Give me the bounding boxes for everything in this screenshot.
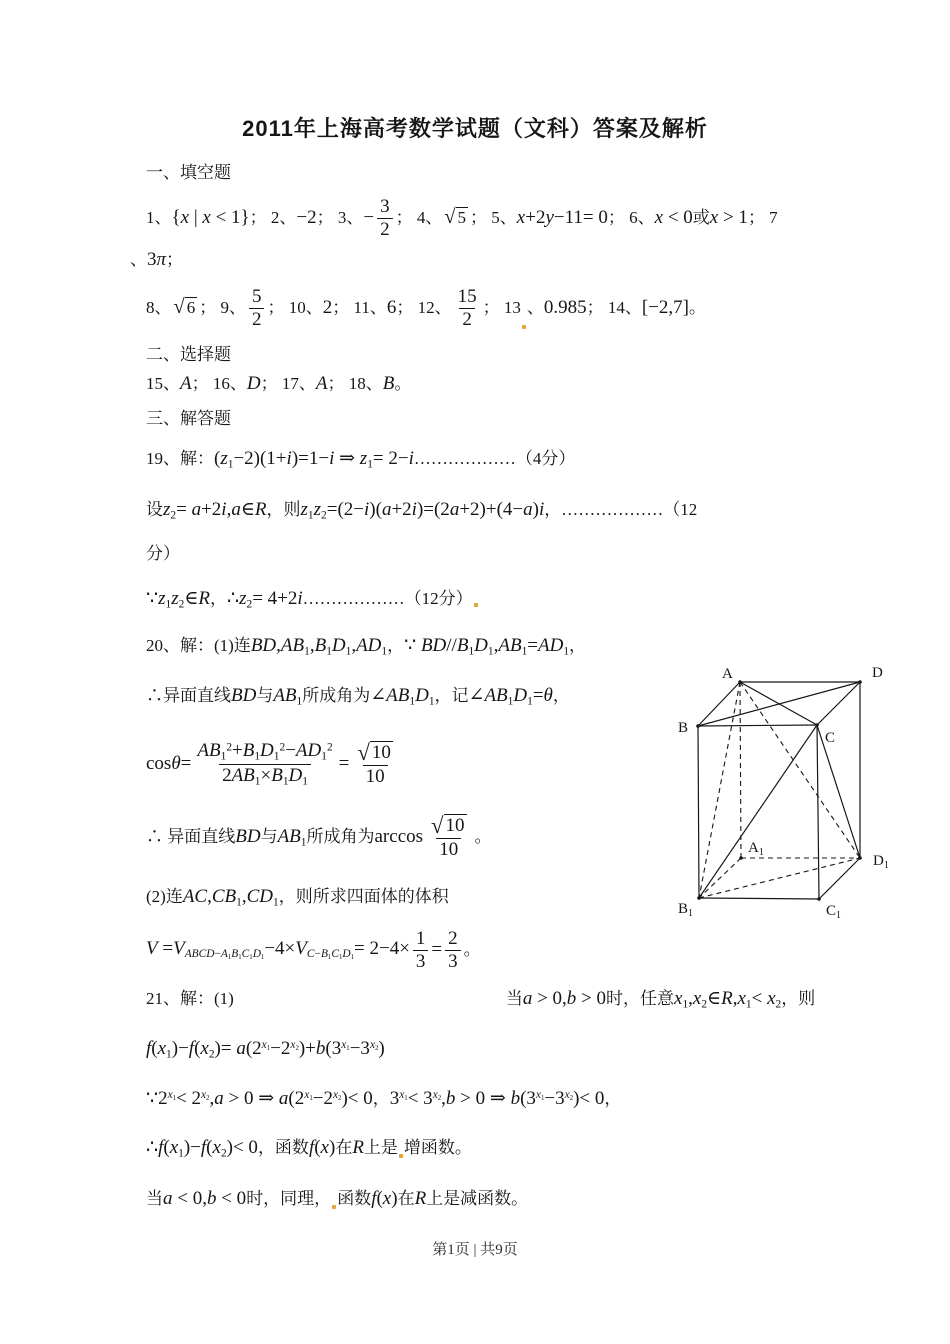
text-run: 当 — [505, 989, 523, 1009]
math-run: $f(x_1)-f(x_2)= a(2^{x_1}-2^{x_2})+b(3^{x_1}-3^{x_2})$ — [146, 1037, 385, 1061]
edge-B-D — [698, 682, 860, 726]
math-run: $\angle AB_1D_1=\theta$ — [468, 684, 553, 708]
edge-B-C — [698, 725, 817, 726]
math-run: f(x) — [371, 1188, 398, 1210]
math-run: R — [414, 1188, 427, 1210]
text-run: ； — [166, 250, 184, 270]
text-run: ； 5、 — [470, 208, 517, 228]
math-run: [−2,7] — [641, 297, 689, 319]
text-run: 时，同理， — [246, 1189, 332, 1209]
math-run: B — [382, 373, 395, 395]
math-run: x+2y−11= 0 — [516, 207, 608, 229]
radical: √ 10 — [357, 739, 391, 765]
q19-step-1 — [146, 444, 575, 474]
edge-C1-D1 — [819, 858, 860, 899]
math-run: {x | x < 1} — [171, 207, 250, 229]
spacer — [234, 999, 506, 1000]
vertex-A — [738, 680, 742, 684]
math-run: $AB_1$ — [277, 825, 307, 849]
text-run: ； 7 — [747, 208, 778, 228]
fraction: $\frac{1}{3}$ — [413, 928, 429, 972]
edge-A1-B1 — [699, 858, 741, 898]
q21-increasing-conclusion — [146, 1131, 472, 1165]
annotation-dot — [399, 1154, 403, 1158]
text-run: ； 9、 — [199, 298, 246, 318]
vertex-label-B1: $B_1$ — [678, 901, 694, 919]
math-run: x > 1 — [709, 207, 748, 229]
math-run: x < 0 — [654, 207, 693, 229]
fraction: $\frac{AB_1^2+B_1D_1^2-AD_1^2}{2AB_1\times B_1D_1}$ — [197, 740, 333, 787]
math-run: A — [315, 373, 328, 395]
vertex-B — [696, 724, 700, 728]
vertex-label-A1: $A_1$ — [748, 840, 764, 858]
math-run: ∵ $BD//B_1D_1,AB_1=AD_1$ — [404, 634, 570, 658]
text-run: ………………（4分） — [413, 449, 576, 469]
vertex-D — [858, 680, 862, 684]
text-run: ； 6、 — [607, 208, 655, 228]
text-run: 当 — [146, 1189, 163, 1209]
text-run: 上是 — [363, 1138, 398, 1158]
radical: √ 10 — [431, 812, 465, 838]
text-run: ； 16、 — [191, 374, 247, 394]
section-heading-free-response — [146, 406, 231, 432]
edge-A-B1 — [699, 682, 740, 898]
text-run: ； 10、 — [267, 298, 323, 318]
text-run: ， — [372, 1089, 390, 1109]
edge-B-B1 — [698, 726, 699, 898]
text-run: 所成角为 — [306, 827, 375, 847]
math-run: $AB_1$ — [273, 684, 303, 708]
text-run: 。 — [474, 827, 492, 847]
fraction: $\frac{2}{3}$ — [445, 928, 461, 972]
vertex-B1 — [697, 896, 701, 900]
math-run: 3π — [147, 249, 167, 271]
q19-step-2 — [146, 494, 697, 526]
text-run: ，则 — [266, 500, 301, 520]
math-run: BD — [231, 685, 257, 707]
prism-figure — [676, 656, 906, 928]
text-run: ，则所求四面体的体积 — [278, 887, 449, 907]
vertex-label-C1: $C_1$ — [826, 903, 842, 921]
q21-decreasing-case — [146, 1182, 528, 1216]
q20-part1-angle — [146, 680, 570, 712]
text-run: ； 3、 — [316, 208, 364, 228]
edge-A-C — [740, 682, 817, 725]
q21-difference-formula — [146, 1030, 385, 1068]
edge-C-C1 — [817, 725, 819, 899]
vertex-C — [815, 723, 819, 727]
answers-15-18 — [146, 370, 411, 398]
q19-conclusion — [146, 584, 479, 614]
text-run: 15、 — [146, 374, 180, 394]
math-run: $\angle AB_1D_1$ — [370, 684, 435, 708]
math-run: 6 — [386, 297, 397, 319]
text-run: 8、 — [146, 298, 172, 318]
text-run: ； 14、 — [586, 298, 642, 318]
math-run: = — [338, 753, 350, 775]
text-run: 20、解：(1)连 — [146, 636, 251, 656]
vertex-label-A: A — [722, 666, 733, 682]
q20-part2-setup — [146, 882, 449, 912]
text-run: ， — [210, 589, 227, 609]
q21-inequalities — [146, 1080, 621, 1118]
page-title: 2011年上海高考数学试题（文科）答案及解析 — [242, 116, 708, 141]
annotation-dot — [522, 325, 526, 329]
annotation-dot — [332, 1205, 336, 1209]
text-run: ，函数 — [257, 1138, 309, 1158]
edge-B1-D1 — [699, 858, 860, 898]
answers-1-7 — [146, 190, 778, 246]
text-run: 增函数。 — [403, 1138, 472, 1158]
math-run: $\because 2^{x_1}< 2^{x_2},a > 0$ ⇒ $a(2^{x_1}-2^{x_2})< 0$ — [146, 1088, 373, 1110]
text-run: ； 18、 — [327, 374, 383, 394]
q20-volume-formula — [146, 925, 481, 975]
text-run: ， — [569, 636, 587, 656]
math-run: $3^{x_1}< 3^{x_2},b > 0$ ⇒ $b(3^{x_1}-3^{x_2})< 0$ — [389, 1088, 605, 1110]
text-run: 函数 — [337, 1189, 372, 1209]
text-run: 与 — [256, 686, 274, 706]
math-run: $\therefore z_2= 4+2i$ — [227, 587, 303, 611]
math-run: R — [352, 1137, 364, 1159]
q20-part1-conclusion — [146, 808, 492, 866]
text-run: 分） — [146, 544, 180, 564]
math-run: − — [363, 207, 375, 229]
vertex-label-D1: $D_1$ — [873, 853, 889, 871]
text-run: 或 — [692, 208, 710, 228]
edge-A-B — [698, 682, 740, 726]
text-run: 、 — [130, 250, 147, 270]
math-run: A — [180, 373, 192, 395]
text-run: 与 — [260, 827, 278, 847]
text-run: ； 17、 — [260, 374, 316, 394]
annotation-dot — [474, 603, 478, 607]
q19-step-2-wrap — [146, 540, 180, 568]
text-run: 。 — [394, 374, 412, 394]
q20-part1-setup — [146, 630, 586, 662]
edge-A-D1 — [740, 682, 860, 858]
vertex-label-B: B — [678, 720, 689, 736]
text-run: 19、解： — [146, 449, 214, 469]
math-run: $AC,CB_1,CD_1$ — [182, 885, 279, 909]
math-run: $z_2=$ a+2i,a∈R — [163, 498, 267, 522]
text-run: ； 11、 — [332, 298, 387, 318]
vertex-D1 — [858, 856, 862, 860]
text-run: 21、解：(1) — [146, 989, 234, 1009]
edge-C-D1 — [817, 725, 860, 858]
section-heading-fill-in-blanks — [146, 160, 231, 186]
math-run: a < 0,b < 0 — [163, 1188, 247, 1210]
vertex-label-C: C — [825, 730, 836, 746]
text-run: 1、 — [146, 208, 172, 228]
text-run: 所成角为 — [302, 686, 371, 706]
math-run: $V =V_{ABCD-A_1B_1C_1D_1}-4\times V_{C-B_1C_1D_1}= 2-4\times$ — [146, 938, 410, 962]
text-run: ； 2、 — [249, 208, 297, 228]
text-run: ； 4、 — [395, 208, 443, 228]
radical: √ 5 — [444, 206, 467, 229]
radical: √ 6 — [173, 296, 196, 319]
math-run: BD — [235, 826, 261, 848]
fraction: $\frac{5}{2}$ — [249, 286, 265, 330]
text-run: 一、填空题 — [146, 163, 231, 183]
vertex-A1 — [739, 856, 743, 860]
text-run: ，记 — [434, 686, 469, 706]
math-run: −2 — [296, 207, 317, 229]
math-run: a > 0,b > 0 — [522, 988, 607, 1010]
text-run: 在 — [397, 1189, 415, 1209]
text-run: 时，任意 — [606, 989, 675, 1009]
edge-A-A1 — [740, 682, 741, 858]
text-run: 二、选择题 — [146, 345, 231, 365]
math-run: $x_1,x_2\in R,x_1< x_2$ — [674, 987, 782, 1011]
text-run: 三、解答题 — [146, 409, 231, 429]
math-run: 0.985 — [543, 297, 587, 319]
text-run: ，………………（12 — [544, 500, 698, 520]
q21-part1-setup — [146, 984, 815, 1014]
text-run: ∴ 异面直线 — [146, 827, 236, 847]
math-run: cosθ= — [146, 753, 192, 775]
vertex-C1 — [817, 897, 821, 901]
text-run: 。 — [463, 940, 481, 960]
text-run: ， — [387, 636, 405, 656]
math-run: f(x) — [308, 1137, 336, 1159]
answers-8-14 — [146, 280, 706, 336]
fraction: $\frac{15}{2}$ — [457, 286, 477, 330]
text-run: ，则 — [781, 989, 816, 1009]
text-run: 在 — [335, 1138, 353, 1158]
page-footer: 第1页 | 共9页 — [432, 1242, 518, 1258]
text-run: 设 — [146, 500, 163, 520]
text-run: ； 12、 — [396, 298, 452, 318]
text-run: ， — [552, 686, 570, 706]
edge-C-B1 — [699, 725, 817, 898]
math-run: $(z_1-2)(1+i)=1-i$ ⇒ $z_1= 2-i$ — [214, 447, 414, 471]
text-run: ∴异面直线 — [146, 686, 231, 706]
text-run: ； 13 — [482, 298, 521, 318]
math-run: $\therefore f(x_1)-f(x_2)< 0$ — [146, 1136, 258, 1160]
text-run: 上是减函数。 — [426, 1189, 529, 1209]
math-run: $BD,AB_1,B_1D_1,AD_1$ — [250, 634, 388, 658]
math-run: $\because z_1z_2\in R$ — [146, 587, 210, 611]
q20-cos-formula — [146, 733, 401, 795]
fraction: $\frac{3}{2}$ — [377, 196, 393, 240]
fraction: √ 10 10 — [357, 739, 391, 787]
text-run: 。 — [688, 298, 706, 318]
fraction: √ 10 10 — [431, 812, 465, 860]
answer-7-continued — [130, 246, 183, 274]
math-run: $z_1z_2=(2-i)(a+2i)=(2a+2)+(4-a)i$ — [300, 498, 545, 522]
vertex-label-D: D — [872, 665, 883, 681]
section-heading-multiple-choice — [146, 342, 231, 368]
text-run: ………………（12分） — [302, 589, 473, 609]
math-run: = — [431, 939, 443, 961]
text-run: ， — [604, 1089, 622, 1109]
text-run: (2)连 — [146, 887, 183, 907]
text-run: 、 — [526, 298, 544, 318]
math-run: 2 — [322, 297, 333, 319]
math-run: arccos — [374, 826, 424, 848]
edge-B1-C1 — [699, 898, 819, 899]
math-run: D — [246, 373, 261, 395]
